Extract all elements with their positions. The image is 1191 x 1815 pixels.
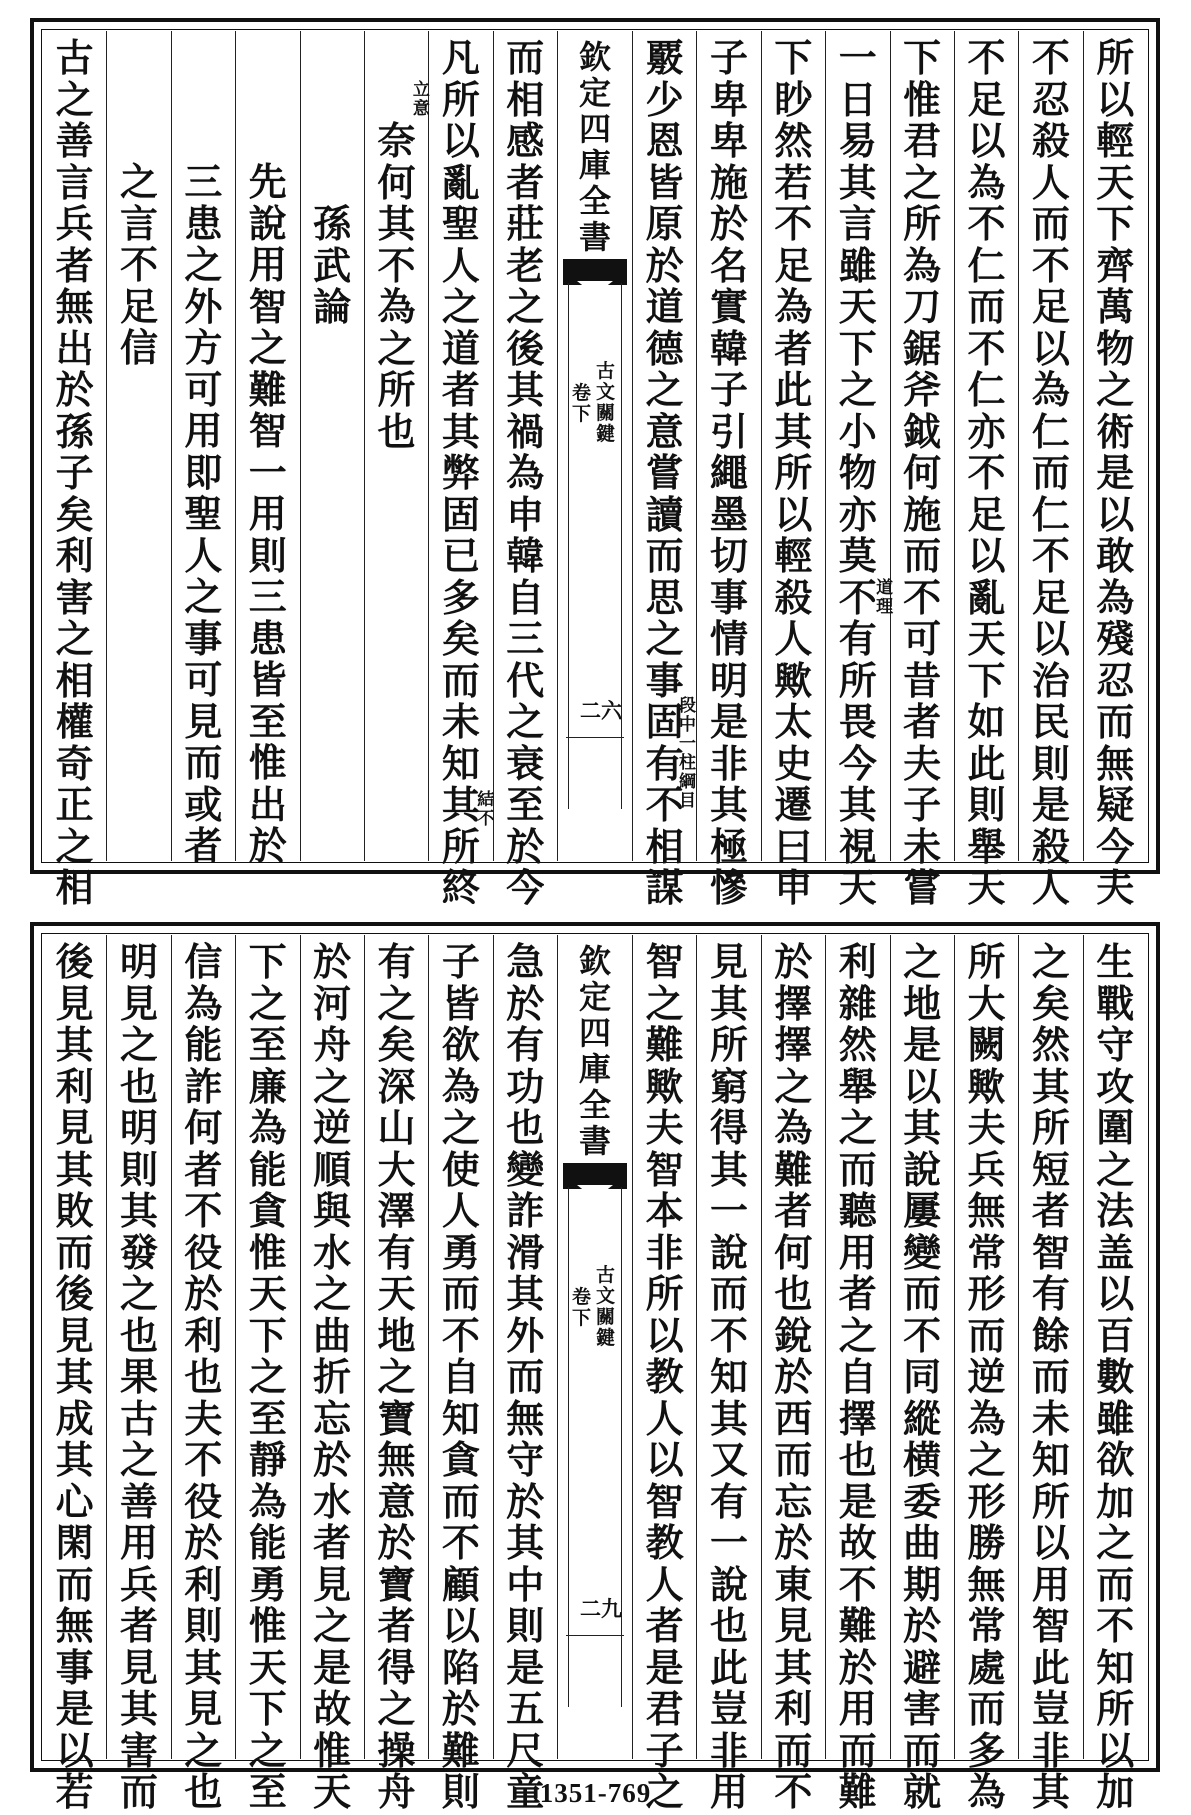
center-rule-left — [568, 283, 569, 809]
leaf-number: 二六 — [580, 698, 622, 723]
text-column — [300, 935, 364, 1814]
text-column — [493, 935, 557, 1814]
top-page — [30, 18, 1160, 910]
column-text: 三 患 之 外 方 可 用 即 聖 人 之 事 可 見 而 或 者 — [184, 159, 223, 868]
text-column — [696, 935, 760, 1814]
leaf-number: 二九 — [580, 1596, 622, 1621]
section-label-line2: 卷 下 — [572, 1286, 592, 1329]
leaf-number-rule — [566, 737, 624, 738]
annotation-jiebu: 結 不 — [477, 790, 495, 829]
text-column — [235, 935, 299, 1814]
column-text: 古 之 善 言 兵 者 無 出 於 孫 子 矣 利 害 之 相 權 奇 正 之 相 — [55, 35, 94, 910]
column-text: 下 之 至 廉 為 能 貪 惟 天 下 之 至 靜 為 能 勇 惟 天 下 之 至 — [248, 939, 287, 1814]
text-column — [171, 31, 235, 868]
text-column — [493, 31, 557, 910]
column-text: 一 日 易 其 言 雖 天 下 之 小 物 亦 莫 不 有 所 畏 今 其 視 天 — [838, 35, 877, 910]
text-column — [364, 935, 428, 1814]
center-rule-right — [621, 1187, 622, 1707]
page-footer-number: 1351-769 — [539, 1778, 652, 1808]
column-text: 急 於 有 功 也 變 詐 滑 其 外 而 無 守 於 其 中 則 是 五 尺 童 — [506, 939, 545, 1814]
column-text: 不 忍 殺 人 而 不 足 以 為 仁 而 仁 不 足 以 治 民 則 是 殺 人 — [1031, 35, 1070, 910]
column-text: 智 之 難 歟 夫 智 本 非 所 以 教 人 以 智 教 人 者 是 君 子 之 — [645, 939, 684, 1814]
column-text: 奈 何 其 不 為 之 所 也 — [377, 118, 416, 454]
text-column — [890, 31, 954, 910]
text-column — [300, 31, 364, 861]
text-column — [428, 31, 495, 910]
center-fold-column — [557, 31, 632, 861]
column-text: 下 惟 君 之 所 為 刀 鋸 斧 鉞 何 施 而 不 可 昔 者 夫 子 未 嘗 — [903, 35, 942, 910]
book-title: 欽 定 四 庫 全 書 — [578, 942, 611, 1160]
annotation-duanzhong: 段 中 一 柱 綱 目 — [679, 696, 696, 811]
fishtail-mark — [563, 1163, 627, 1189]
annotation-daoli: 道 理 — [876, 578, 894, 617]
text-column — [890, 935, 954, 1814]
column-text: 信 為 能 詐 何 者 不 役 於 利 也 夫 不 役 於 利 則 其 見 之 也 — [184, 939, 223, 1814]
text-column — [1083, 31, 1147, 910]
column-text: 凡 所 以 亂 聖 人 之 道 者 其 弊 固 已 多 矣 而 未 知 其 所 終 — [441, 35, 480, 910]
text-column — [825, 31, 894, 910]
text-column — [1018, 31, 1082, 910]
column-text: 所 以 輕 天 下 齊 萬 物 之 術 是 以 敢 為 殘 忍 而 無 疑 今 夫 — [1096, 35, 1135, 910]
text-column — [632, 935, 696, 1814]
top-page-columns — [43, 31, 1147, 910]
column-text: 有 之 矣 深 山 大 澤 有 天 地 之 寶 無 意 於 寶 者 得 之 操 舟 — [377, 939, 416, 1814]
column-text: 之 地 是 以 其 說 屢 變 而 不 同 縱 横 委 曲 期 於 避 害 而 就 — [903, 939, 942, 1814]
leaf-number-rule — [566, 1635, 624, 1636]
column-text: 所 大 闕 歟 夫 兵 無 常 形 而 逆 為 之 形 勝 無 常 處 而 多 為 — [967, 939, 1006, 1814]
text-column — [696, 31, 760, 910]
column-text: 利 雜 然 舉 之 而 聽 用 者 之 自 擇 也 是 故 不 難 於 用 而 難 — [838, 939, 877, 1814]
column-text: 不 足 以 為 不 仁 而 不 仁 亦 不 足 以 亂 天 下 如 此 則 舉 天 — [967, 35, 1006, 910]
text-column — [428, 935, 492, 1814]
text-column — [106, 935, 170, 1814]
column-text: 下 眇 然 若 不 足 為 者 此 其 所 以 輕 殺 人 歟 太 史 遷 曰 申 — [774, 35, 813, 910]
column-text: 之 矣 然 其 所 短 者 智 有 餘 而 未 知 所 以 用 智 此 豈 非 其 — [1031, 939, 1070, 1814]
column-text: 於 河 舟 之 逆 順 與 水 之 曲 折 忘 於 水 者 見 之 是 故 惟 天 — [313, 939, 352, 1814]
annotation-liyi: 立 意 — [412, 80, 430, 119]
text-column — [43, 31, 106, 910]
center-fold-column — [557, 935, 632, 1759]
section-label-line1: 古 文 關 鍵 — [596, 360, 616, 445]
text-column — [954, 935, 1018, 1814]
column-text: 子 皆 欲 為 之 使 人 勇 而 不 自 知 貪 而 不 顧 以 陷 於 難 則 — [441, 939, 480, 1814]
section-label-line2: 卷 下 — [572, 382, 592, 425]
column-text: 明 見 之 也 明 則 其 發 之 也 果 古 之 善 用 兵 者 見 其 害 而 — [120, 939, 159, 1814]
text-column — [1083, 935, 1147, 1814]
text-column — [1018, 935, 1082, 1814]
column-text: 而 相 感 者 莊 老 之 後 其 禍 為 申 韓 自 三 代 之 衰 至 於 今 — [506, 35, 545, 910]
book-title: 欽 定 四 庫 全 書 — [578, 38, 611, 256]
text-column — [761, 935, 825, 1814]
text-column — [235, 31, 299, 868]
column-text: 子 卑 卑 施 於 名 實 韓 子 引 繩 墨 切 事 情 明 是 非 其 極 慘 — [710, 35, 749, 910]
center-rule-right — [621, 283, 622, 809]
text-column — [106, 31, 170, 861]
text-column — [761, 31, 825, 910]
column-text: 覈 少 恩 皆 原 於 道 德 之 意 嘗 讀 而 思 之 事 固 有 不 相 謀 — [645, 35, 684, 910]
text-column — [43, 935, 106, 1814]
section-label-line1: 古 文 關 鍵 — [596, 1264, 616, 1349]
column-text: 見 其 所 窮 得 其 一 說 而 不 知 其 又 有 一 說 也 此 豈 非 用 — [710, 939, 749, 1814]
column-text: 孫 武 論 — [313, 201, 352, 329]
text-column — [825, 935, 889, 1814]
column-text: 先 說 用 智 之 難 智 一 用 則 三 患 皆 至 惟 出 於 — [248, 159, 287, 868]
text-column — [954, 31, 1018, 910]
column-text: 之 言 不 足 信 — [120, 159, 159, 370]
text-column — [632, 31, 696, 910]
center-rule-left — [568, 1187, 569, 1707]
text-column — [171, 935, 235, 1814]
column-text: 生 戰 守 攻 圍 之 法 盖 以 百 數 雖 欲 加 之 而 不 知 所 以 加 — [1096, 939, 1135, 1814]
column-text: 於 擇 擇 之 為 難 者 何 也 銳 於 西 而 忘 於 東 見 其 利 而 不 — [774, 939, 813, 1814]
column-text: 後 見 其 利 見 其 敗 而 後 見 其 成 其 心 閑 而 無 事 是 以 若 — [55, 939, 94, 1814]
text-column — [364, 31, 428, 861]
fishtail-mark — [563, 259, 627, 285]
